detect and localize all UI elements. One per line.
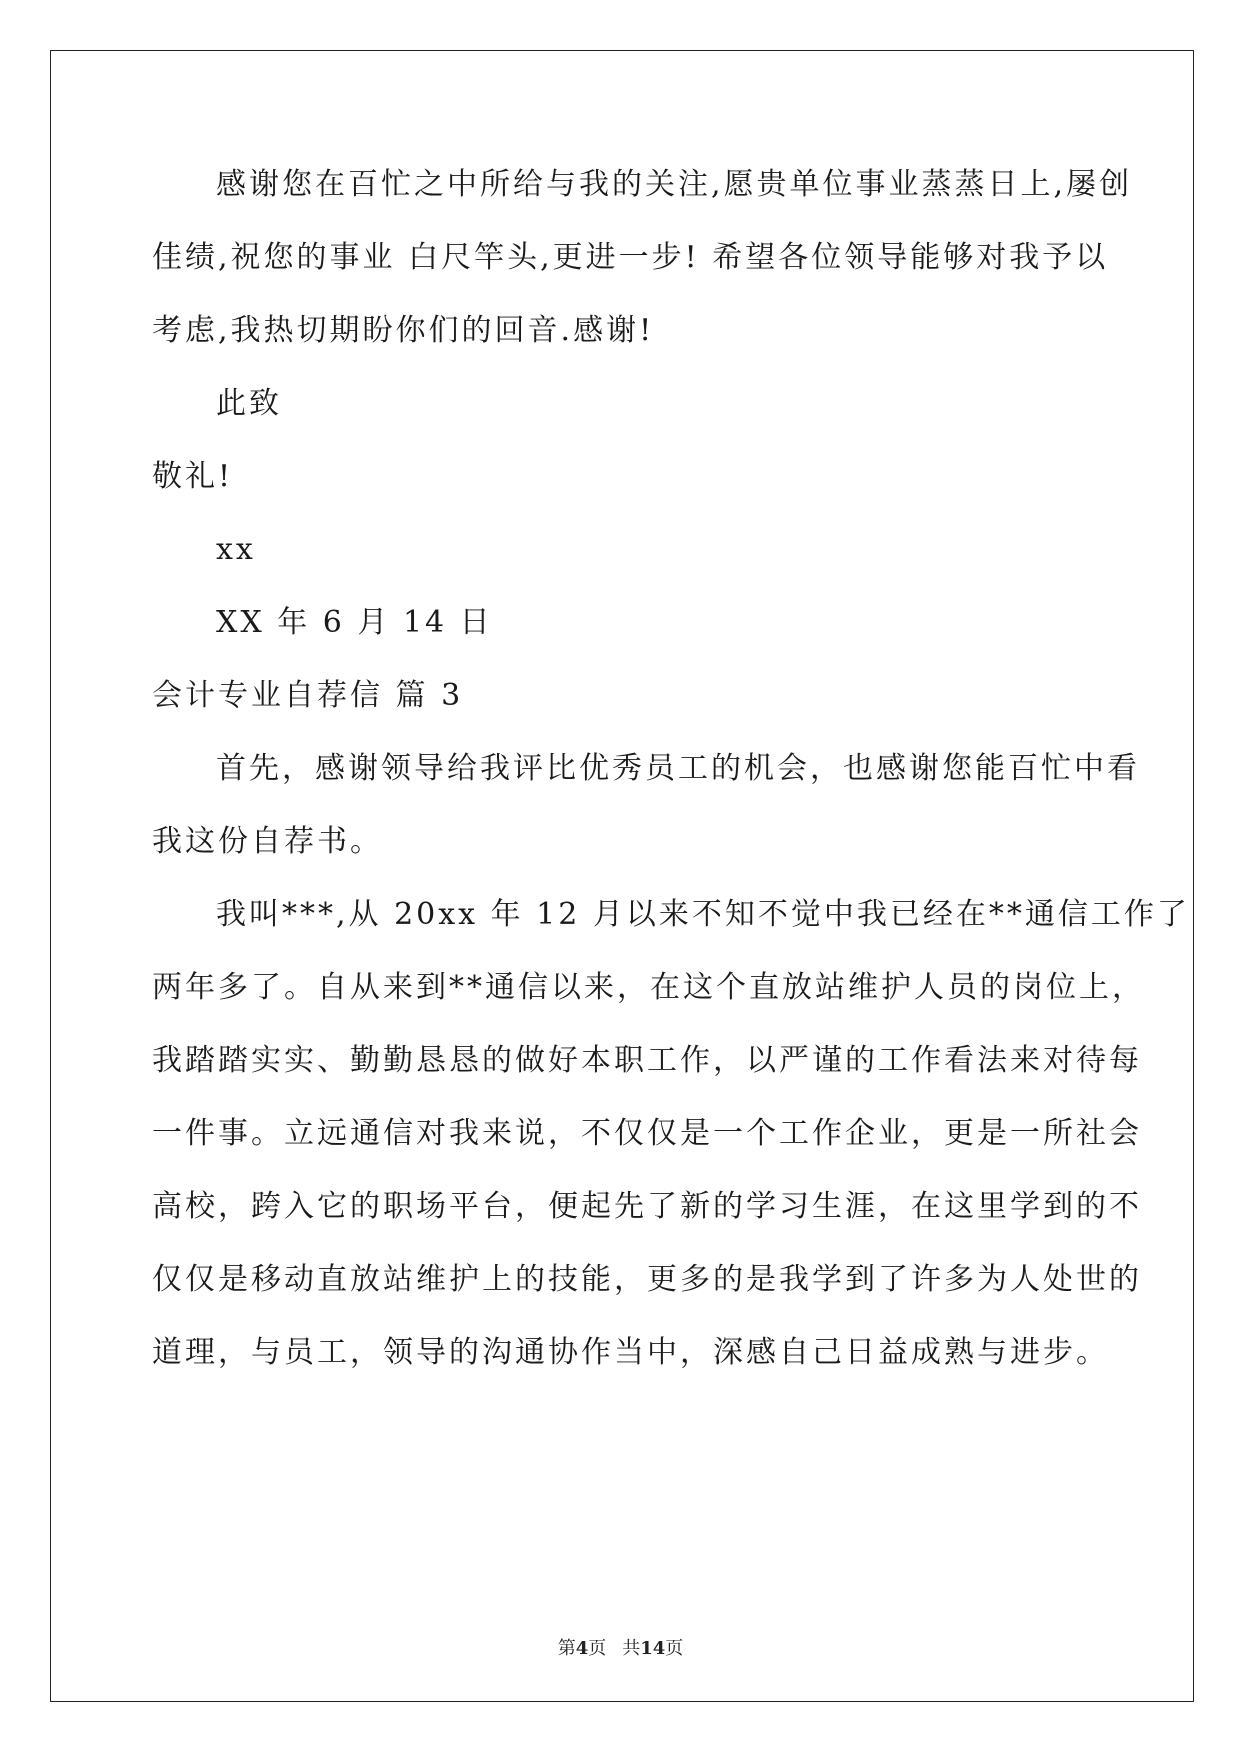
signature-name: xx (216, 532, 256, 567)
paragraph-line: 首先，感谢领导给我评比优秀员工的机会，也感谢您能百忙中看 (216, 751, 1140, 786)
section-heading: 会计专业自荐信 篇 3 (152, 678, 464, 713)
paragraph-line: 我叫***,从 20xx 年 12 月以来不知不觉中我已经在**通信工作了 (216, 897, 1190, 932)
paragraph-line: 高校，跨入它的职场平台，便起先了新的学习生涯，在这里学到的不 (152, 1189, 1142, 1224)
paragraph-line: 道理，与员工，领导的沟通协作当中，深感自己日益成熟与进步。 (152, 1335, 1109, 1370)
paragraph-line: 一件事。立远通信对我来说，不仅仅是一个工作企业，更是一所社会 (152, 1116, 1142, 1151)
page-footer (0, 1634, 1241, 1660)
page-border (50, 50, 1194, 1702)
total-prefix: 共 (622, 1638, 641, 1659)
signature-date: XX 年 6 月 14 日 (216, 605, 493, 640)
paragraph-line: 我这份自荐书。 (152, 824, 383, 859)
paragraph-line: 感谢您在百忙之中所给与我的关注,愿贵单位事业蒸蒸日上,屡创 (216, 167, 1133, 202)
current-page-number: 4 (575, 1638, 589, 1659)
closing-regards: 敬礼! (152, 459, 234, 494)
page-suffix: 页 (588, 1638, 607, 1659)
paragraph-line: 两年多了。自从来到**通信以来，在这个直放站维护人员的岗位上， (152, 970, 1145, 1005)
page-prefix: 第 (557, 1638, 576, 1659)
paragraph-line: 考虑,我热切期盼你们的回音.感谢! (152, 313, 655, 348)
closing-salutation: 此致 (216, 386, 282, 421)
paragraph-line: 仅仅是移动直放站维护上的技能，更多的是我学到了许多为人处世的 (152, 1262, 1142, 1297)
total-page-number: 14 (640, 1638, 666, 1659)
total-suffix: 页 (665, 1638, 684, 1659)
paragraph-line: 佳绩,祝您的事业 白尺竿头,更进一步! 希望各位领导能够对我予以 (152, 240, 1109, 275)
paragraph-line: 我踏踏实实、勤勤恳恳的做好本职工作，以严谨的工作看法来对待每 (152, 1043, 1142, 1078)
